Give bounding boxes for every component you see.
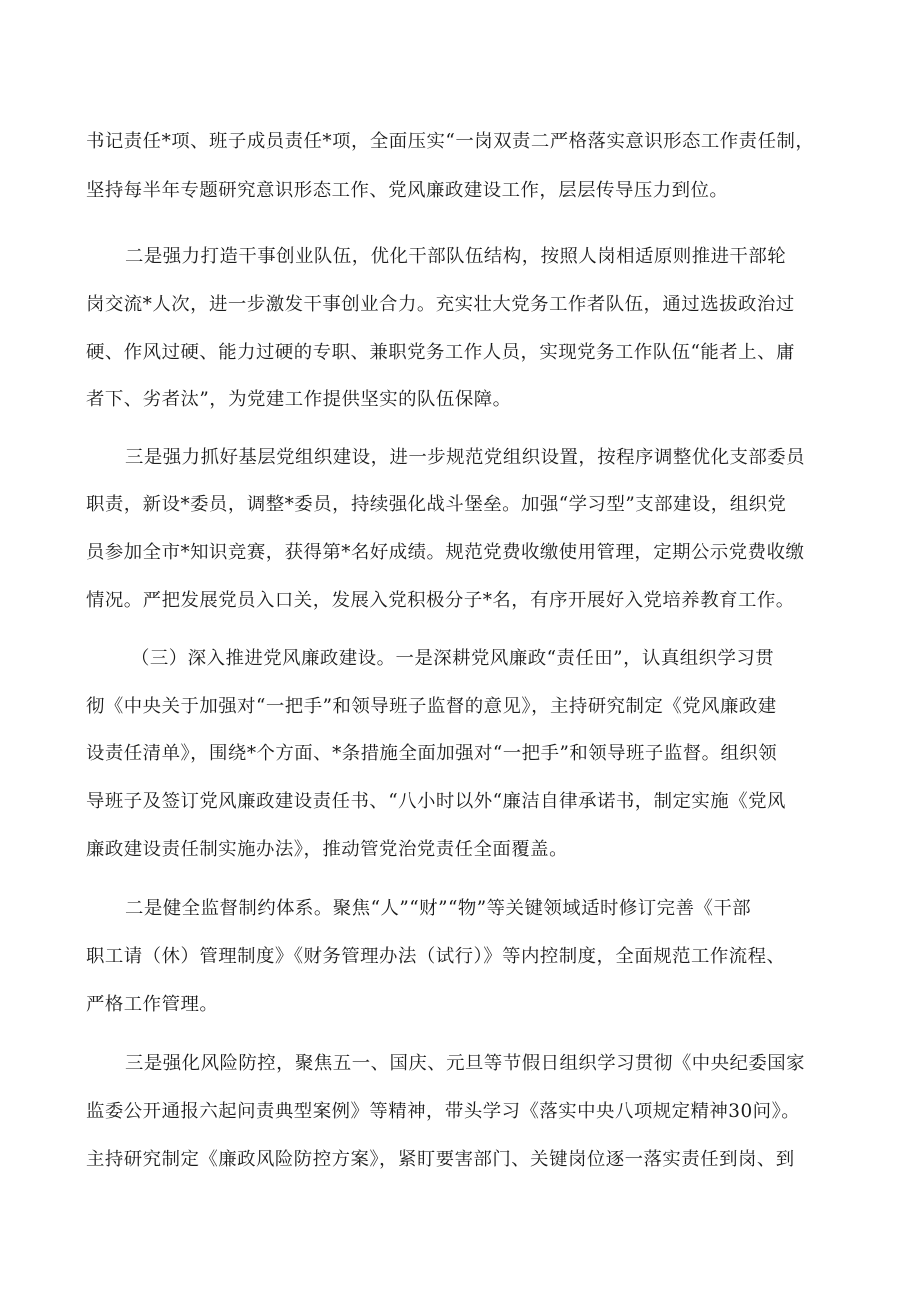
text-line: 职责，新设*委员，调整*委员，持续强化战斗堡垒。加强“学习型”支部建设，组织党 — [86, 494, 787, 515]
text-line: 岗交流*人次，进一步激发干事创业合力。充实壮大党务工作者队伍，通过选拔政治过 — [86, 294, 795, 315]
text-line: 导班子及签订党风廉政建设责任书、“八小时以外“廉洁自律承诺书，制定实施《党风 — [86, 791, 786, 812]
text-line: 主持研究制定《廉政风险防控方案》，紧盯要害部门、关键岗位逐一落实责任到岗、到 — [86, 1149, 795, 1170]
text-line: 严格工作管理。 — [86, 994, 219, 1015]
text-line: （三）深入推进党风廉政建设。一是深耕党风廉政“责任田”，认真组织学习贯 — [131, 648, 775, 669]
text-line: 彻《中央关于加强对“一把手”和领导班子监督的意见》，主持研究制定《党风廉政建 — [86, 696, 777, 717]
text-line: 廉政建设责任制实施办法》，推动管党治党责任全面覆盖。 — [86, 839, 568, 860]
text-line: 情况。严把发展党员入口关，发展入党积极分子*名，有序开展好入党培养教育工作。 — [86, 590, 795, 611]
text-line: 员参加全市*知识竞赛，获得第*名好成绩。规范党费收缴使用管理，定期公示党费收缴 — [86, 542, 805, 563]
text-line: 书记责任*项、班子成员责任*项，全面压实“一岗双责二严格落实意识形态工作责任制， — [86, 131, 815, 152]
text-line: 坚持每半年专题研究意识形态工作、党风廉政建设工作，层层传导压力到位。 — [86, 180, 729, 201]
text-line: 三是强力抓好基层党组织建设，进一步规范党组织设置，按程序调整优化支部委员 — [125, 447, 806, 468]
text-line: 职工请（休）管理制度》《财务管理办法（试行）》等内控制度，全面规范工作流程、 — [86, 946, 786, 967]
text-line: 硬、作风过硬、能力过硬的专职、兼职党务工作人员，实现党务工作队伍“能者上、庸 — [86, 342, 795, 363]
text-line: 二是强力打造干事创业队伍，优化干部队伍结构，按照人岗相适原则推进干部轮 — [125, 246, 787, 267]
text-line: 三是强化风险防控，聚焦五一、国庆、元旦等节假日组织学习贯彻《中央纪委国家 — [125, 1053, 806, 1074]
text-line: 二是健全监督制约体系。聚焦“人”“财”“物”等关键领域适时修订完善《干部 — [125, 898, 752, 919]
text-line: 监委公开通报六起问责典型案例》等精神，带头学习《落实中央八项规定精神30问》。 — [86, 1101, 801, 1122]
text-line: 者下、劣者汰”，为党建工作提供坚实的队伍保障。 — [86, 389, 512, 410]
text-line: 设责任清单》，围绕*个方面、*条措施全面加强对“一把手”和领导班子监督。组织领 — [86, 743, 778, 764]
